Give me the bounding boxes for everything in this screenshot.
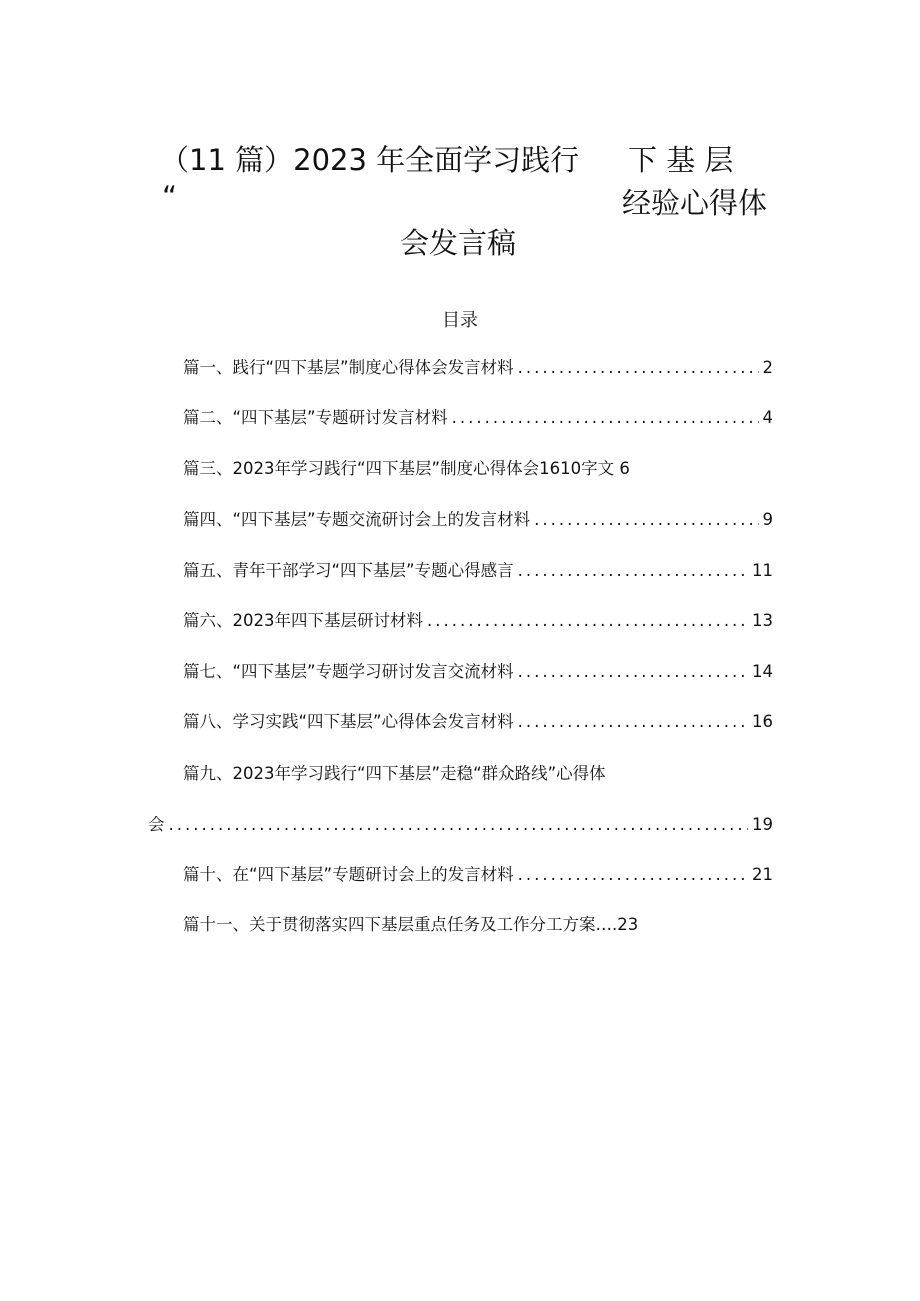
toc-entry-page: 9 (762, 510, 773, 529)
toc-entry[interactable] (183, 661, 773, 683)
toc-entry[interactable] (183, 357, 773, 379)
toc-entry-label: 篇四、“四下基层”专题交流研讨会上的发言材料 (183, 510, 531, 529)
toc-entry[interactable] (183, 763, 773, 785)
toc-entry-label: 篇七、“四下基层”专题学习研讨发言交流材料 (183, 662, 514, 681)
toc-entry-page: 21 (752, 865, 773, 884)
toc-entry-label: 篇十、在“四下基层”专题研讨会上的发言材料 (183, 865, 514, 884)
toc-entry-label: 篇三、2023年学习践行“四下基层”制度心得体会1610字文 (183, 459, 615, 478)
dot-leader (427, 610, 748, 632)
dot-leader (452, 407, 759, 429)
toc-entry-label: 会 (148, 815, 165, 834)
toc-entry-page: 19 (752, 815, 773, 834)
dot-leader (518, 711, 748, 733)
toc-entry[interactable] (183, 407, 773, 429)
toc-entry-page: .23 (612, 915, 639, 934)
toc-entry-page: 2 (762, 358, 773, 377)
toc-entry[interactable] (183, 560, 773, 582)
toc-entry-page: 16 (752, 712, 773, 731)
toc-entry[interactable] (183, 864, 773, 886)
toc-entry-label: 篇二、“四下基层”专题研讨发言材料 (183, 408, 448, 427)
toc-entry-continuation[interactable] (148, 814, 773, 836)
toc-entry-label: 篇十一、关于贯彻落实四下基层重点任务及工作分工方案… (183, 915, 612, 934)
title-line2-right: 经验心得体 (622, 186, 768, 220)
toc-entry-label: 篇九、2023年学习践行“四下基层”走稳“群众路线”心得体 (183, 764, 606, 783)
toc-entry[interactable] (183, 610, 773, 632)
title-line1-left: （11 篇）2023 年全面学习践行 (160, 143, 580, 177)
title-line2-left: “ (162, 180, 178, 214)
dot-leader (518, 560, 748, 582)
toc-entry-label: 篇八、学习实践“四下基层”心得体会发言材料 (183, 712, 514, 731)
toc-entry-page: 4 (762, 408, 773, 427)
dot-leader (169, 814, 749, 836)
toc-entry[interactable] (183, 711, 773, 733)
toc-entry-label: 篇五、青年干部学习“四下基层”专题心得感言 (183, 561, 514, 580)
toc-entry[interactable] (183, 914, 773, 936)
dot-leader (518, 357, 759, 379)
toc-entry-label: 篇六、2023年四下基层研讨材料 (183, 611, 423, 630)
toc-entry[interactable] (183, 509, 773, 531)
title-line3: 会发言稿 (400, 226, 517, 260)
toc-entry[interactable] (183, 458, 773, 480)
toc-heading: 目录 (442, 310, 478, 331)
dot-leader (534, 509, 758, 531)
toc-entry-page: 11 (752, 561, 773, 580)
dot-leader (518, 661, 748, 683)
title-line1-right: 下 基 层 (628, 143, 734, 177)
dot-leader (518, 864, 748, 886)
toc-entry-page: 13 (752, 611, 773, 630)
toc-entry-page: 6 (619, 459, 630, 478)
toc-entry-page: 14 (752, 662, 773, 681)
toc-entry-label: 篇一、践行“四下基层”制度心得体会发言材料 (183, 358, 514, 377)
